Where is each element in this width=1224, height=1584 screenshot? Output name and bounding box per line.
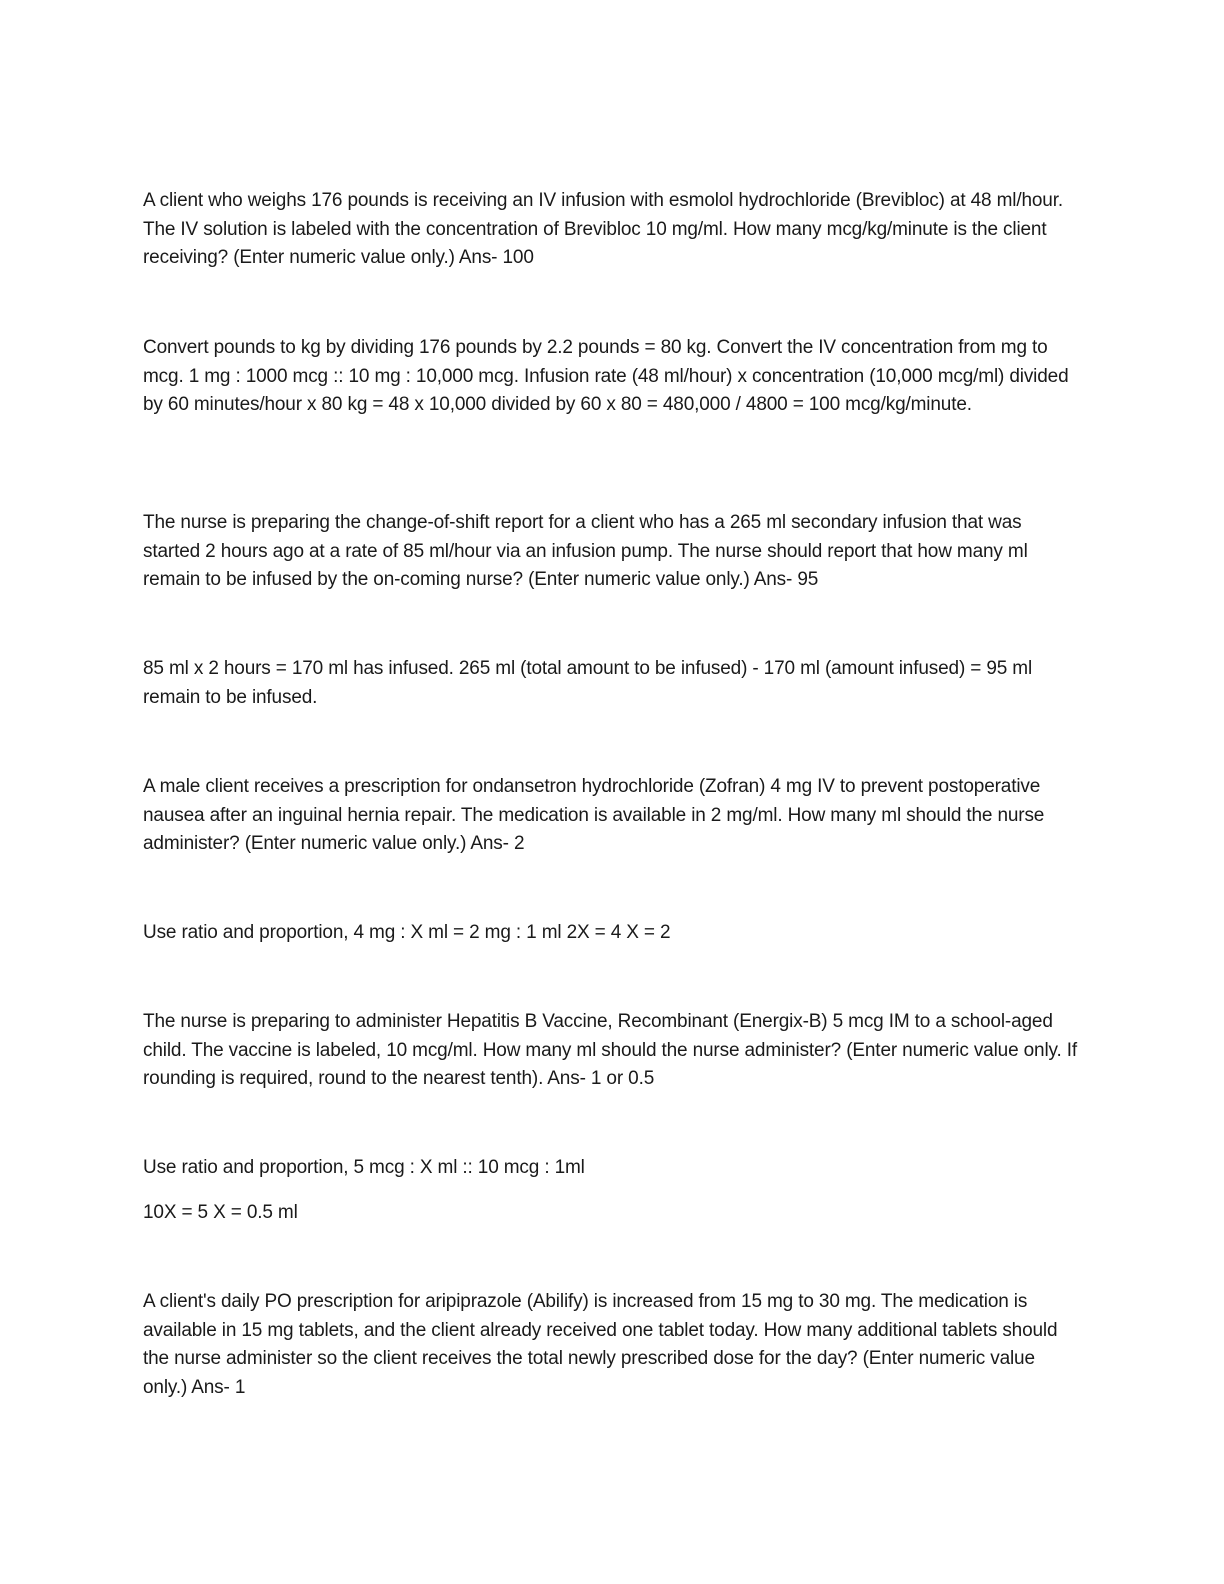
explanation-ondansetron: Use ratio and proportion, 4 mg : X ml = 2 mg : 1 ml 2X = 4 X = 2 — [143, 922, 671, 943]
question-aripiprazole: A client's daily PO prescription for aripiprazole (Abilify) is increased from 15 mg to 30 mg. The medication is available in 15 mg tablets, and the client already received one tablet today. How many additional tablets should the nurse administer so the client receives the total newly prescribed dose for the day? (Enter numeric value only.) Ans- 1 — [143, 1291, 1058, 1398]
explanation-esmolol: Convert pounds to kg by dividing 176 pounds by 2.2 pounds = 80 kg. Convert the IV concentration from mg to mcg. 1 mg : 1000 mcg :: 10 mg : 10,000 mcg. Infusion rate (48 ml/hour) x concentration (10,000 mcg/ml) divided by 60 minutes/hour x 80 kg = 48 x 10,000 divided by 60 x 80 = 480,000 / 4800 = 100 mcg/kg/minute. — [143, 337, 1069, 416]
question-hepatitis-b-vaccine: The nurse is preparing to administer Hepatitis B Vaccine, Recombinant (Energix-B) 5 mcg IM to a school-aged child. The vaccine is labeled, 10 mcg/ml. How many ml should the nurse administer? (Enter numeric value only. If rounding is required, round to the nearest tenth). Ans- 1 or 0.5 — [143, 1011, 1077, 1090]
question-ondansetron: A male client receives a prescription for ondansetron hydrochloride (Zofran) 4 mg IV to prevent postoperative nausea after an inguinal hernia repair. The medication is available in 2 mg/ml. How many ml should the nurse administer? (Enter numeric value only.) Ans- 2 — [143, 776, 1045, 855]
explanation-hepatitis-b-step-1: Use ratio and proportion, 5 mcg : X ml :: 10 mcg : 1ml — [143, 1157, 585, 1178]
explanation-hepatitis-b-step-2: 10X = 5 X = 0.5 ml — [143, 1202, 298, 1223]
question-secondary-infusion: The nurse is preparing the change-of-shift report for a client who has a 265 ml secondary infusion that was started 2 hours ago at a rate of 85 ml/hour via an infusion pump. The nurse should report that how many ml remain to be infused by the on-coming nurse? (Enter numeric value only.) Ans- 95 — [143, 512, 1028, 591]
explanation-secondary-infusion: 85 ml x 2 hours = 170 ml has infused. 265 ml (total amount to be infused) - 170 ml (amount infused) = 95 ml remain to be infused. — [143, 658, 1033, 708]
question-esmolol: A client who weighs 176 pounds is receiving an IV infusion with esmolol hydrochloride (Brevibloc) at 48 ml/hour. The IV solution is labeled with the concentration of Brevibloc 10 mg/ml. How many mcg/kg/minute is the client receiving? (Enter numeric value only.) Ans- 100 — [143, 190, 1063, 269]
